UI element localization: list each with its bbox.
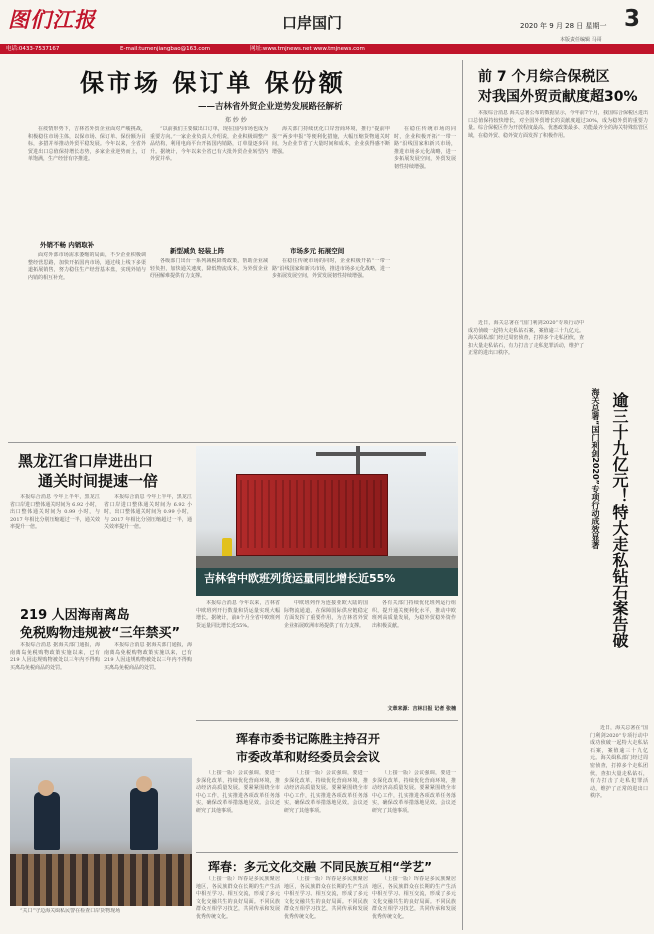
train-text-col1: 本报综合消息 今年以来，吉林省中欧班列开行数量和货运量实现大幅增长。据统计，前8个月全省中欧班列货运量同比增长近55%。: [196, 600, 280, 629]
hunchun-meeting-headline-line2: 市委改革和财经委员会会议: [236, 750, 381, 764]
lead-col3-text: 海关部门持续优化口岸营商环境，推行“提前申报”“两步申报”等便利化措施，大幅压缩货物通关时间，为企业节省了大量时间和成本，企业获得感不断增强。: [272, 126, 390, 155]
comprehensive-bonded-zone-headline-line1: 前 7 个月综合保税区: [478, 69, 610, 85]
comprehensive-bonded-zone-text: 本报综合消息 海关总署公布的数据显示，今年前7个月，我国综合保税区进出口总值保持较快增长，对全国外贸增长的贡献度超过30%，成为稳外贸的重要力量。综合保税区作为开放程度最高、优惠政策最多、功能最齐全的海关特殊监管区域，在稳外贸、稳外资方面发挥了积极作用。: [468, 110, 648, 139]
culture-text-col1: （上接一版）珲春是多民族聚居地区，各民族群众在长期的生产生活中相互学习、相互交流，形成了多元文化交融共生的良好局面。不同民族群众互相学习技艺，共同传承和发展优秀传统文化。: [196, 876, 280, 920]
heilongjiang-text-col2: 本报综合消息 今年上半年，黑龙江省口岸进口整体通关时间为 6.92 小时，出口整体通关时间为 0.99 小时，与 2017 年相比分别压缩超过一半，通关效率提升一倍。: [104, 494, 192, 531]
lead-col2-text2: 各级部门出台一系列减税降费政策，帮助企业减轻负担，加快通关速度，降低物流成本，为外贸企业纾困解难提供有力支撑。: [150, 258, 268, 280]
officer-head: [38, 780, 54, 796]
diamond-case-text-cont: 近日，海关总署在“国门利剑2020”专项行动中成功侦破一起特大走私钻石案，案值逾三十九亿元。海关缉私部门经过周密侦查，打掉多个走私团伙，查扣大量走私钻石，有力打击了走私犯罪活动，维护了正常的进出口秩序。: [590, 725, 648, 800]
contact-bar: [0, 44, 654, 54]
diamond-case-subtitle: 海关总署“国门利剑2020”专项行动成效显著: [591, 388, 600, 549]
masthead: [0, 0, 654, 44]
diamond-case-text: 近日，海关总署在“国门利剑2020”专项行动中成功侦破一起特大走私钻石案，案值逾三十九亿元。海关缉私部门经过周密侦查，打掉多个走私团伙，查扣大量走私钻石，有力打击了走私犯罪活动，维护了正常的进出口秩序。: [468, 320, 584, 357]
officer-figure: [34, 792, 60, 850]
culture-text-col2: （上接一版）珲春是多民族聚居地区，各民族群众在长期的生产生活中相互学习、相互交流，形成了多元文化交融共生的良好局面。不同民族群众互相学习技艺，共同传承和发展优秀传统文化。: [284, 876, 368, 920]
lead-col1-subhead: 外销不畅 内销取补: [40, 241, 95, 249]
officer-figure: [130, 788, 158, 850]
section-divider: [196, 720, 458, 721]
train-text-col2: 中欧班列作为连接亚欧大陆的国际物流通道，在保障国际供应链稳定方面发挥了重要作用，为吉林省外贸企业拓展欧洲市场提供了有力支撑。: [284, 600, 368, 629]
hainan-text-col2: 本报综合消息 据海关部门通报，海南离岛免税购物政策实施以来，已有 219 人因违规购物被处以三年内不得购买离岛免税商品的处罚。: [104, 642, 192, 671]
lead-subtitle: ——吉林省外贸企业逆势发展路径解析: [198, 102, 343, 112]
hainan-text-col1: 本报综合消息 据海关部门通报，海南离岛免税购物政策实施以来，已有 219 人因违规购物被处以三年内不得购买离岛免税商品的处罚。: [10, 642, 100, 671]
issue-date: 2020 年 9 月 28 日 星期一: [520, 22, 607, 30]
lead-col2-text: “以前我们主要做出口订单，现在国内市场也成为重要方向。”一家企业负责人介绍说，企业积极调整产品结构，利用电商平台开拓国内销路，订单量逐步回升。据统计，今年以来全省已有大批外贸企业转型内外贸并举。: [150, 126, 268, 163]
hunchun-meeting-headline-line1: 珲春市委书记陈胜主持召开: [236, 732, 381, 746]
section-divider: [8, 442, 456, 443]
newspaper-logo: 图们江报: [8, 7, 96, 32]
hunchun-text-col3: （上接一版）会议强调，要进一步深化改革，持续优化营商环境，推动经济高质量发展。要紧紧围绕全市中心工作，扎实推进各项改革任务落实，确保改革举措落地见效。会议还研究了其他事项。: [372, 770, 456, 814]
hunchun-text-col1: （上接一版）会议强调，要进一步深化改革，持续优化营商环境，推动经济高质量发展。要紧紧围绕全市中心工作，扎实推进各项改革任务落实，确保改革举措落地见效。会议还研究了其他事项。: [196, 770, 280, 814]
contact-phone: 电话:0433-7537167: [6, 46, 60, 52]
lead-col3-subhead: 市场多元 拓展空间: [290, 247, 345, 255]
crane-arm: [316, 452, 426, 456]
seized-goods: [10, 854, 192, 906]
rail-platform: [196, 556, 458, 568]
heilongjiang-text-col1: 本报综合消息 今年上半年，黑龙江省口岸进口整体通关时间为 6.92 小时，出口整体通关时间为 0.99 小时，与 2017 年相比分别压缩超过一半，通关效率提升一倍。: [10, 494, 100, 531]
hainan-photo-caption: “关口”守边海关缉私民警在检查口岸货物现场: [20, 908, 121, 914]
diamond-case-headline: 逾三十九亿元！特大走私钻石案告破: [610, 392, 629, 648]
comprehensive-bonded-zone-headline-line2: 对我国外贸贡献度超30%: [478, 89, 638, 105]
contact-email: E-mail:tumenjiangbao@163.com: [120, 46, 211, 52]
china-europe-train-photo: [196, 446, 458, 596]
hainan-headline-line2: 免税购物违规被“三年禁买”: [20, 626, 181, 641]
lead-col1-text: 在疫情形势下，吉林省外贸企业面对严峻挑战，积极稳住市场主体，以保市场、保订单、保份额为目标，多措并举推动外贸平稳发展。今年以来，全省外贸进出口总值保持增长态势，多家企业逆势而上，订单饱满，生产经营有序推进。: [28, 126, 146, 163]
heilongjiang-headline-line1: 黑龙江省口岸进出口: [18, 452, 154, 470]
lead-byline: 郑 妙 妙: [225, 117, 247, 124]
section-name: 口岸国门: [282, 14, 343, 32]
contact-website: 网址:www.tmjnews.net www.tmjnews.com: [250, 46, 365, 52]
lead-col3-text2: 在稳住传统市场的同时，企业积极开拓“一带一路”沿线国家和新兴市场，推进市场多元化战略，进一步拓展发展空间，外贸发展韧性持续增强。: [272, 258, 390, 280]
page-number: 3: [624, 6, 641, 32]
train-source-line: 文章来源：吉林日报 记者 张楠: [387, 706, 456, 712]
lead-col1-text2: 面对外部市场需求萎缩的局面，不少企业积极调整经营思路，加快开拓国内市场，通过线上线下多渠道拓展销售，努力稳住生产经营基本盘，实现外销与内销的相互补充。: [28, 252, 146, 281]
section-divider: [196, 852, 458, 853]
train-text-col3: 各有关部门持续优化班列运行组织，提升通关便利化水平，推动中欧班列高质量发展，为稳外贸稳外资作出积极贡献。: [372, 600, 456, 629]
lead-col2-subhead: 新型减负 轻装上阵: [170, 247, 225, 255]
hainan-photo: [10, 758, 192, 906]
culture-text-col3: （上接一版）珲春是多民族聚居地区，各民族群众在长期的生产生活中相互学习、相互交流，形成了多元文化交融共生的良好局面。不同民族群众互相学习技艺，共同传承和发展优秀传统文化。: [372, 876, 456, 920]
lead-headline: 保市场 保订单 保份额: [80, 69, 346, 97]
column-divider: [462, 60, 463, 930]
hunchun-text-col2: （上接一版）会议强调，要进一步深化改革，持续优化营商环境，推动经济高质量发展。要紧紧围绕全市中心工作，扎实推进各项改革任务落实，确保改革举措落地见效。会议还研究了其他事项。: [284, 770, 368, 814]
editor-credit: 本版责任编辑 马哥: [560, 37, 602, 43]
lead-col4-text: 在稳住传统市场的同时，企业积极开拓“一带一路”沿线国家和新兴市场，推进市场多元化战略，进一步拓展发展空间，外贸发展韧性持续增强。: [394, 126, 456, 170]
culture-headline: 珲春：多元文化交融 不同民族互相“学艺”: [208, 860, 432, 874]
train-photo-headline: 吉林省中欧班列货运量同比增长近55%: [204, 572, 396, 585]
heilongjiang-headline-line2: 通关时间提速一倍: [38, 472, 159, 490]
hainan-headline-line1: 219 人因海南离岛: [20, 608, 130, 623]
container-ribs: [240, 480, 382, 548]
officer-head: [136, 776, 152, 792]
